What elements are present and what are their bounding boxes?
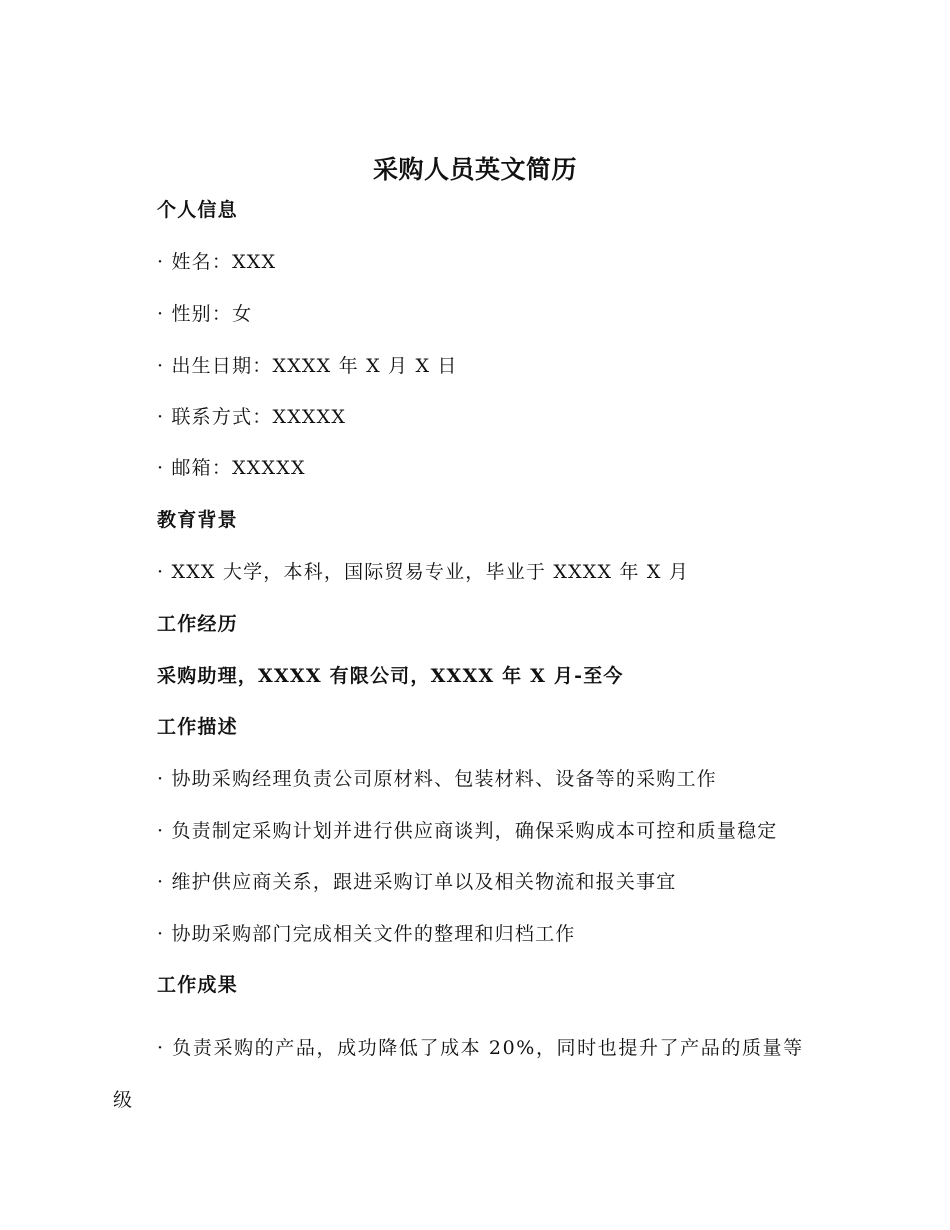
personal-info-name: · 姓名：XXX — [157, 251, 277, 273]
education-item: · XXX 大学，本科，国际贸易专业，毕业于 XXXX 年 X 月 — [157, 561, 690, 583]
personal-info-contact: · 联系方式：XXXXX — [157, 406, 347, 428]
personal-info-birthdate: · 出生日期：XXXX 年 X 月 X 日 — [157, 355, 458, 377]
job-description-heading: 工作描述 — [157, 716, 238, 738]
job-description-item: · 维护供应商关系，跟进采购订单以及相关物流和报关事宜 — [157, 871, 677, 893]
education-heading: 教育背景 — [157, 509, 238, 531]
job-description-item: · 协助采购经理负责公司原材料、包装材料、设备等的采购工作 — [157, 768, 717, 790]
work-experience-heading: 工作经历 — [157, 613, 238, 635]
job-description-item: · 负责制定采购计划并进行供应商谈判，确保采购成本可控和质量稳定 — [157, 820, 778, 842]
personal-info-email: · 邮箱：XXXXX — [157, 457, 306, 479]
personal-info-heading: 个人信息 — [157, 199, 238, 221]
work-results-heading: 工作成果 — [157, 974, 238, 996]
job-description-item: · 协助采购部门完成相关文件的整理和归档工作 — [157, 923, 576, 945]
document-title: 采购人员英文简历 — [372, 155, 577, 184]
work-results-paragraph: · 负责采购的产品，成功降低了成本 20%，同时也提升了产品的质量等级 — [113, 1037, 804, 1111]
work-position: 采购助理，XXXX 有限公司，XXXX 年 X 月-至今 — [157, 665, 624, 687]
personal-info-gender: · 性别：女 — [157, 303, 253, 325]
